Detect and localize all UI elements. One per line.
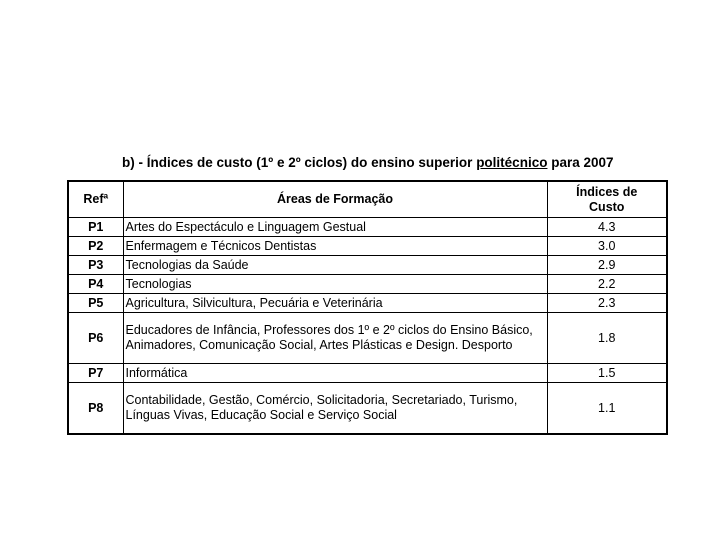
- row-ref: P1: [68, 218, 123, 237]
- title-prefix: b) - Índices de custo (1º e 2º ciclos) do ensino superior: [122, 155, 477, 170]
- row-ref: P8: [68, 383, 123, 435]
- row-index: 3.0: [547, 237, 667, 256]
- table-row: [68, 383, 667, 435]
- row-index: 1.1: [547, 383, 667, 435]
- cost-index-table: [67, 180, 668, 435]
- row-area: Informática: [123, 364, 547, 383]
- row-ref: P6: [68, 313, 123, 364]
- row-index: 1.5: [547, 364, 667, 383]
- row-ref: P5: [68, 294, 123, 313]
- row-index: 4.3: [547, 218, 667, 237]
- row-ref: P3: [68, 256, 123, 275]
- title-suffix: para 2007: [547, 155, 614, 170]
- row-area: Tecnologias da Saúde: [123, 256, 547, 275]
- document-title: [122, 155, 622, 170]
- row-area: Contabilidade, Gestão, Comércio, Solicitadoria, Secretariado, Turismo, Línguas Vivas, Educação Social e Serviço Social: [123, 383, 547, 435]
- row-index: 2.2: [547, 275, 667, 294]
- row-ref: P4: [68, 275, 123, 294]
- table-row: [68, 237, 667, 256]
- table-header-row: [68, 181, 667, 218]
- row-area: Artes do Espectáculo e Linguagem Gestual: [123, 218, 547, 237]
- table-row: [68, 364, 667, 383]
- row-area: Agricultura, Silvicultura, Pecuária e Veterinária: [123, 294, 547, 313]
- header-index: [547, 181, 667, 218]
- row-ref: P7: [68, 364, 123, 383]
- table-row: [68, 275, 667, 294]
- row-index: 1.8: [547, 313, 667, 364]
- table-row: [68, 218, 667, 237]
- header-area: Áreas de Formação: [123, 181, 547, 218]
- row-index: 2.9: [547, 256, 667, 275]
- row-area: Educadores de Infância, Professores dos 1º e 2º ciclos do Ensino Básico, Animadores, Comunicação Social, Artes Plásticas e Design. Desporto: [123, 313, 547, 364]
- row-area: Enfermagem e Técnicos Dentistas: [123, 237, 547, 256]
- row-area: Tecnologias: [123, 275, 547, 294]
- header-index-line1: Índices de: [576, 184, 638, 199]
- table-row: [68, 256, 667, 275]
- row-index: 2.3: [547, 294, 667, 313]
- header-ref: Refª: [68, 181, 123, 218]
- table-row: [68, 294, 667, 313]
- header-index-line2: Custo: [589, 199, 625, 214]
- title-underlined-word: politécnico: [476, 155, 548, 170]
- row-ref: P2: [68, 237, 123, 256]
- table-row: [68, 313, 667, 364]
